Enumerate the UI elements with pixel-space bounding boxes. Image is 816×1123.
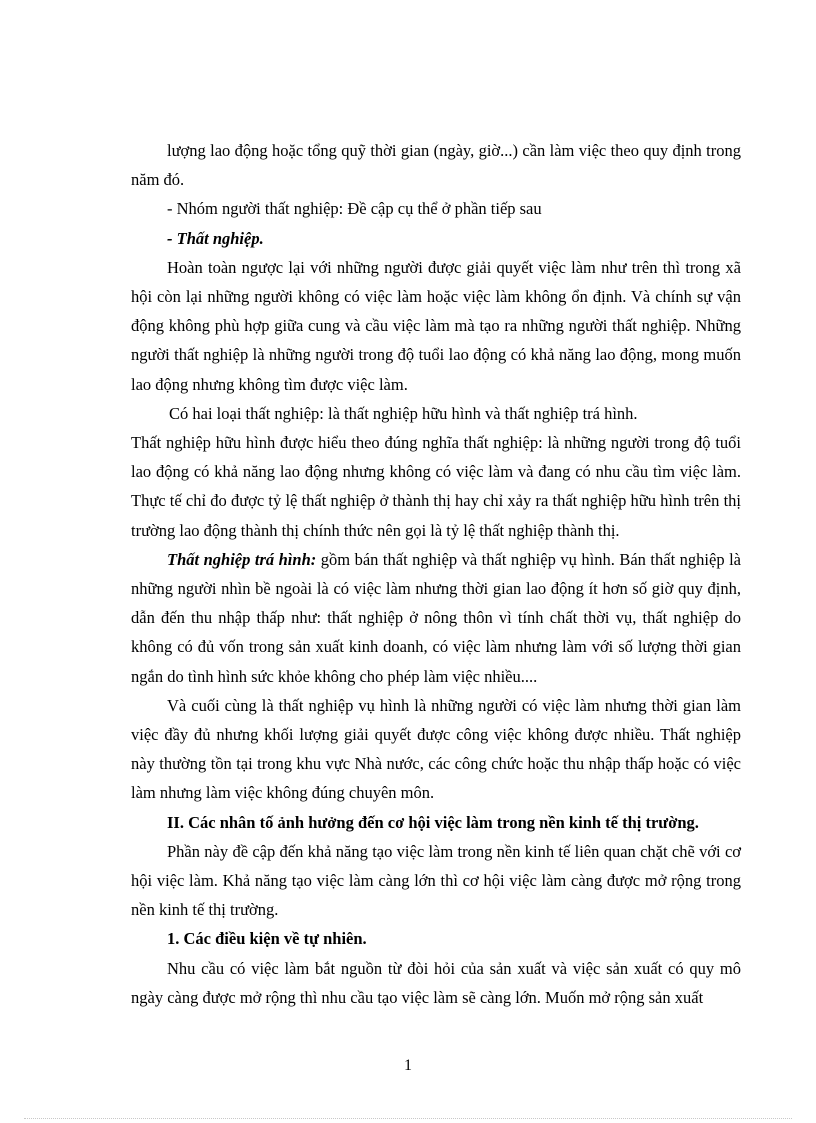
heading-section-ii: II. Các nhân tố ảnh hưởng đến cơ hội việc làm trong nền kinh tế thị trường. [167,812,699,832]
page-number: 1 [404,1057,412,1074]
paragraph-two-types: Có hai loại thất nghiệp: là thất nghiệp hữu hình và thất nghiệp trá hình. [169,403,638,423]
paragraph-labor-quota: lượng lao động hoặc tổng quỹ thời gian (ngày, giờ...) cần làm việc theo quy định trong năm đó. [131,141,741,190]
disguised-unemployment-text: gồm bán thất nghiệp và thất nghiệp vụ hình. Bán thất nghiệp là những người nhìn bề ngoài là có việc làm nhưng thời gian lao động ít hơn số giờ quy định, dẫn đến thu nhập thấp như: thất nghiệp ở nông thôn vì tính chất thời vụ, thất nghiệp do không có đủ vốn trong sản xuất kinh doanh, có việc làm nhưng làm với số lượng thời gian ngắn do tình hình sức khỏe không cho phép làm việc nhiều.... [131,549,741,686]
heading-natural-conditions: 1. Các điều kiện về tự nhiên. [167,929,367,949]
paragraph-unemployed-group: - Nhóm người thất nghiệp: Đề cập cụ thể ở phần tiếp sau [167,199,542,219]
paragraph-invisible-unemployment: Và cuối cùng là thất nghiệp vụ hình là những người có việc làm nhưng thời gian làm việc đầy đủ nhưng khối lượng giải quyết được công việc không được nhiều. Thất nghiệp này thường tồn tại trong khu vực Nhà nước, các công chức hoặc thu nhập thấp hoặc có việc làm nhưng làm việc không đúng chuyên môn. [131,695,741,803]
page-bottom-divider [24,1118,792,1119]
disguised-unemployment-term: Thất nghiệp trá hình: [167,549,317,569]
paragraph-job-creation: Phần này đề cập đến khả năng tạo việc làm trong nền kinh tế liên quan chặt chẽ với cơ hội việc làm. Khả năng tạo việc làm càng lớn thì cơ hội việc làm càng được mở rộng trong nền kinh tế thị trường. [131,841,741,920]
paragraph-disguised-unemployment [131,545,741,691]
document-body [131,136,741,1012]
heading-unemployment: - Thất nghiệp. [167,228,264,248]
paragraph-unemployment-definition: Hoàn toàn ngược lại với những người được giải quyết việc làm như trên thì trong xã hội còn lại những người không có việc làm hoặc việc làm không ổn định. Và chính sự vận động không phù hợp giữa cung và cầu việc làm mà tạo ra những người thất nghiệp. Những người thất nghiệp là những người trong độ tuổi lao động có khả năng lao động, mong muốn lao động nhưng không tìm được việc làm. [131,257,741,394]
paragraph-visible-unemployment: Thất nghiệp hữu hình được hiểu theo đúng nghĩa thất nghiệp: là những người trong độ tuổi lao động có khả năng lao động nhưng không có việc làm và đang có nhu cầu tìm việc làm. Thực tế chỉ đo được tỷ lệ thất nghiệp ở thành thị hay chỉ xảy ra thất nghiệp hữu hình trên thị trường lao động thành thị chính thức nên gọi là tỷ lệ thất nghiệp thành thị. [131,433,741,540]
paragraph-production-demand: Nhu cầu có việc làm bắt nguồn từ đòi hỏi của sản xuất và việc sản xuất có quy mô ngày càng được mở rộng thì nhu cầu tạo việc làm sẽ càng lớn. Muốn mở rộng sản xuất [131,958,741,1007]
